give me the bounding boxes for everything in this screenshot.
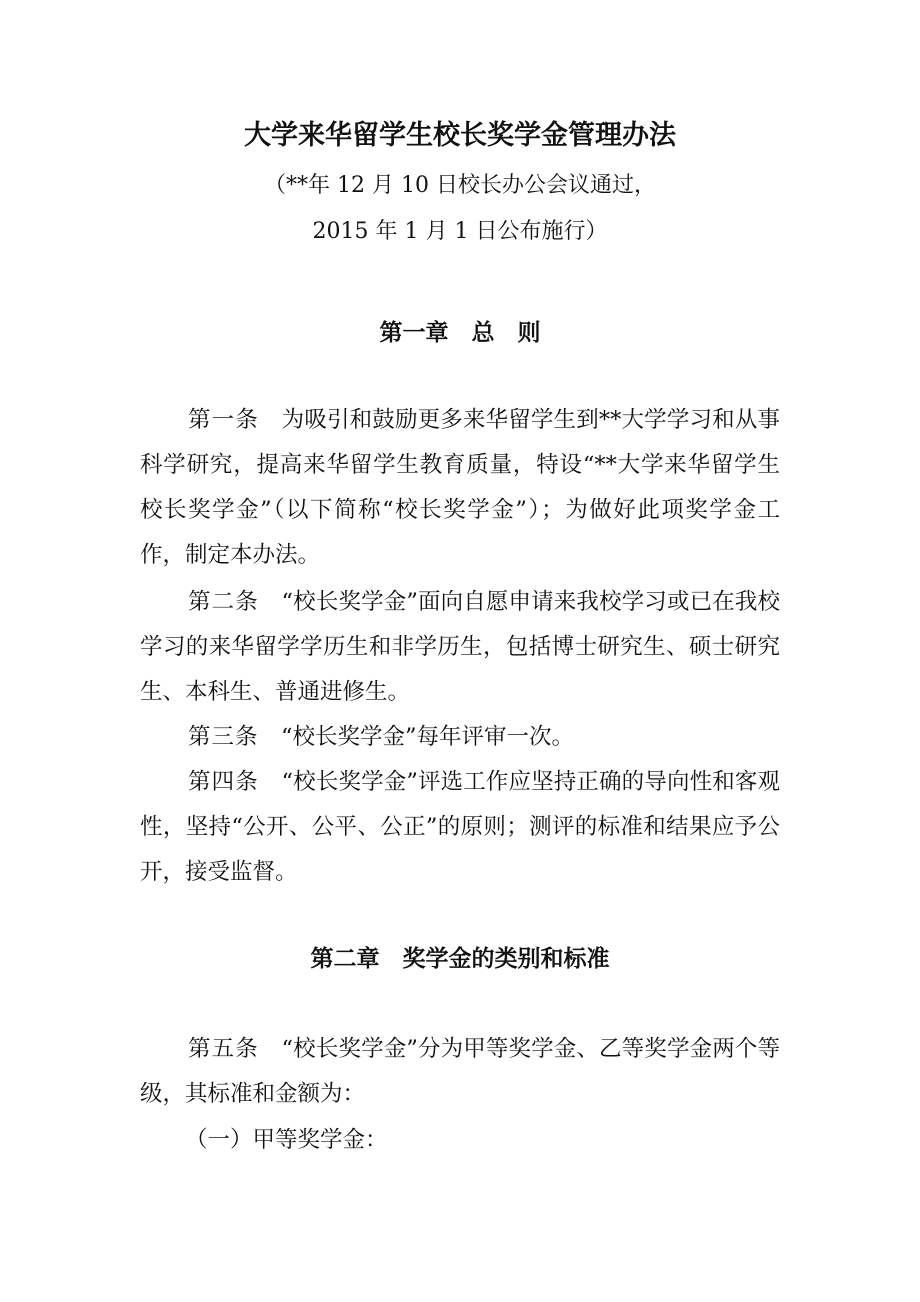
article-2 (140, 580, 780, 715)
article-2-label: 第二条 (188, 589, 259, 615)
article-5-label: 第五条 (188, 1036, 259, 1062)
article-4-text: “校长奖学金”评选工作应坚持正确的导向性和客观性，坚持“公开、公平、公正”的原则；测评的标准和结果应予公开，接受监督。 (140, 769, 780, 885)
document-subtitle-line2: 2015 年 1 月 1 日公布施行） (312, 219, 608, 244)
chapter-2-heading: 第二章 奖学金的类别和标准 (310, 946, 610, 972)
article-1-label: 第一条 (188, 407, 259, 433)
article-4 (140, 760, 780, 895)
article-1-text: 为吸引和鼓励更多来华留学生到**大学学习和从事科学研究，提高来华留学生教育质量，特设“**大学来华留学生校长奖学金”（以下简称“校长奖学金”）；为做好此项奖学金工作，制定本办法。 (140, 407, 780, 568)
article-5 (140, 1027, 780, 1117)
document-subtitle-line1: （**年 12 月 10 日校长办公会议通过， (264, 173, 656, 198)
article-4-label: 第四条 (188, 769, 259, 795)
article-1 (140, 398, 780, 578)
article-3-text: “校长奖学金”每年评审一次。 (281, 724, 575, 750)
chapter-1-heading: 第一章 总 则 (379, 320, 541, 346)
article-2-text: “校长奖学金”面向自愿申请来我校学习或已在我校学习的来华留学学历生和非学历生，包括博士研究生、硕士研究生、本科生、普通进修生。 (140, 589, 780, 705)
document-title: 大学来华留学生校长奖学金管理办法 (244, 120, 676, 151)
list-item-grade-a: （一）甲等奖学金： (185, 1127, 388, 1153)
article-5-text: “校长奖学金”分为甲等奖学金、乙等奖学金两个等级，其标准和金额为： (140, 1036, 780, 1107)
article-3 (140, 715, 780, 760)
article-3-label: 第三条 (188, 724, 259, 750)
